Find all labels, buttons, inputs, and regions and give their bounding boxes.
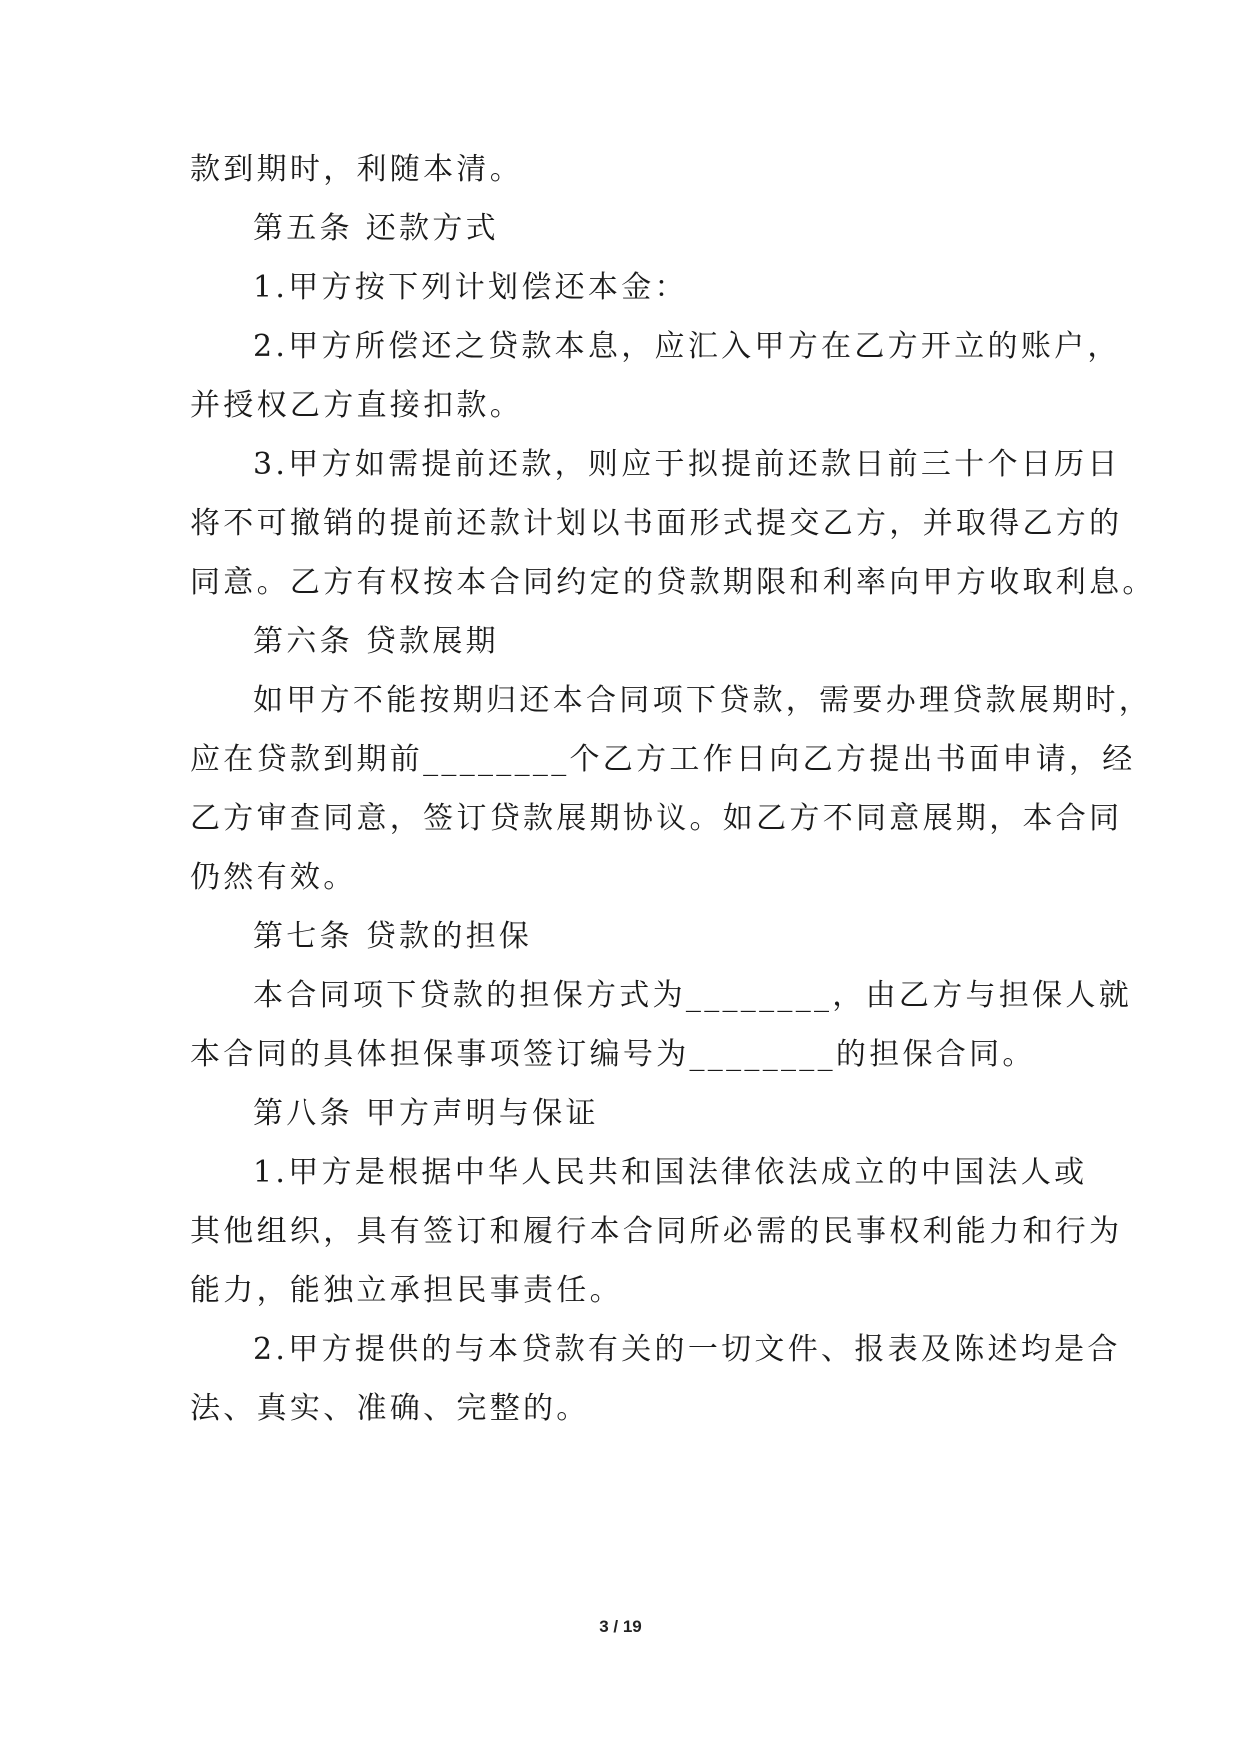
text-line: 同意。乙方有权按本合同约定的贷款期限和利率向甲方收取利息。 — [190, 565, 1156, 600]
text-line: 将不可撤销的提前还款计划以书面形式提交乙方，并取得乙方的 — [190, 506, 1123, 541]
text-line: 本合同项下贷款的担保方式为________，由乙方与担保人就 — [253, 978, 1132, 1013]
text-line: 法、真实、准确、完整的。 — [190, 1391, 590, 1426]
text-line: 乙方审查同意，签订贷款展期协议。如乙方不同意展期，本合同 — [190, 801, 1123, 836]
text-line: 3.甲方如需提前还款，则应于拟提前还款日前三十个日历日 — [253, 447, 1121, 482]
text-line: 款到期时，利随本清。 — [190, 152, 523, 187]
section-heading-8: 第八条 甲方声明与保证 — [253, 1096, 599, 1131]
section-heading-7: 第七条 贷款的担保 — [253, 919, 533, 954]
section-heading-5: 第五条 还款方式 — [253, 211, 499, 246]
text-line: 2.甲方提供的与本贷款有关的一切文件、报表及陈述均是合 — [253, 1332, 1121, 1367]
text-line: 应在贷款到期前________个乙方工作日向乙方提出书面申请，经 — [190, 742, 1136, 777]
page-number: 3 / 19 — [599, 1617, 642, 1636]
text-line: 其他组织，具有签订和履行本合同所必需的民事权利能力和行为 — [190, 1214, 1123, 1249]
text-line: 并授权乙方直接扣款。 — [190, 388, 523, 423]
text-line: 1.甲方按下列计划偿还本金： — [253, 270, 688, 305]
text-line: 1.甲方是根据中华人民共和国法律依法成立的中国法人或 — [253, 1155, 1088, 1190]
text-line: 本合同的具体担保事项签订编号为________的担保合同。 — [190, 1037, 1036, 1072]
text-line: 2.甲方所偿还之贷款本息，应汇入甲方在乙方开立的账户， — [253, 329, 1121, 364]
text-line: 能力，能独立承担民事责任。 — [190, 1273, 623, 1308]
text-line: 仍然有效。 — [190, 860, 357, 895]
text-line: 如甲方不能按期归还本合同项下贷款，需要办理贷款展期时， — [253, 683, 1153, 718]
section-heading-6: 第六条 贷款展期 — [253, 624, 499, 659]
